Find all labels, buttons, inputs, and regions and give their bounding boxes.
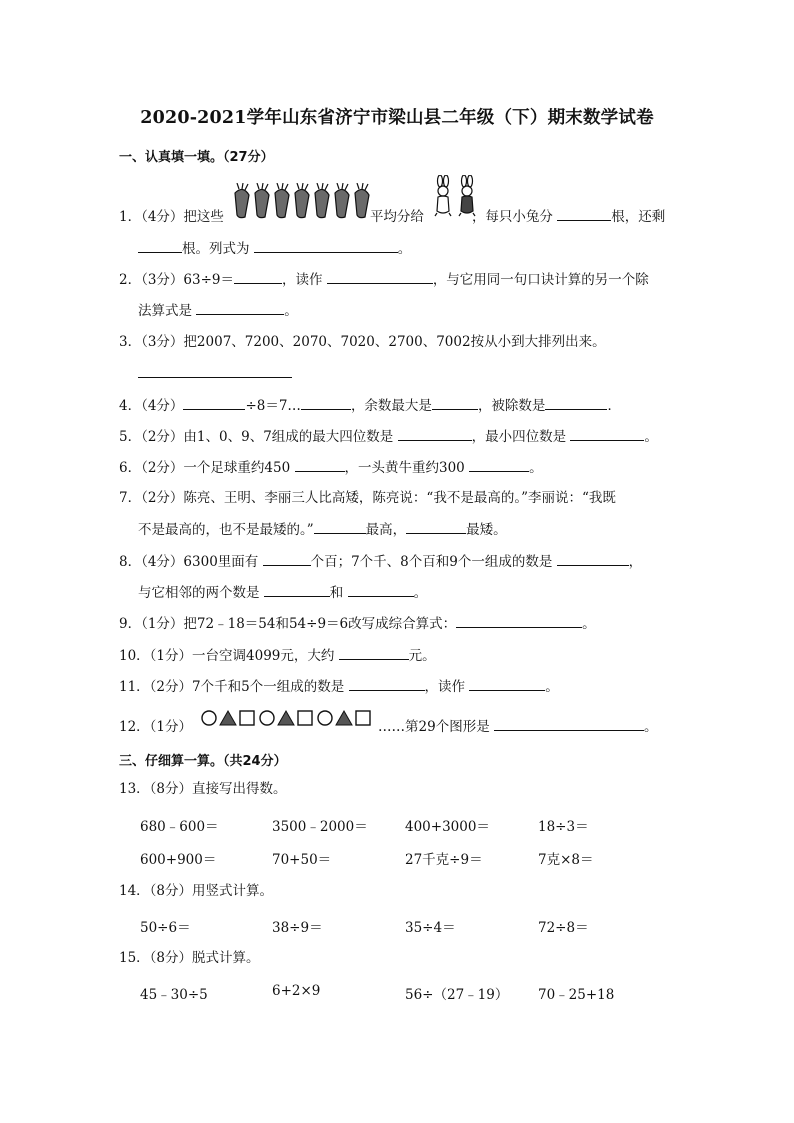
question-2: 2．（3分）63÷9＝ ，读作 ，与它用同一句口诀计算的另一个除 — [119, 272, 649, 288]
answer-blank[interactable] — [494, 717, 644, 731]
section-3-heading: 三、仔细算一算。（共24分） — [119, 754, 287, 769]
circle-shape — [318, 711, 332, 725]
question-7-cont: 不是最高的，也不是最矮的。” 最高， 最矮。 — [138, 522, 507, 538]
answer-blank[interactable] — [263, 552, 311, 566]
page-title: 2020-2021学年山东省济宁市梁山县二年级（下）期末数学试卷 — [140, 108, 654, 128]
triangle-shape — [336, 711, 352, 725]
answer-blank[interactable] — [264, 583, 330, 597]
answer-blank[interactable] — [138, 239, 182, 253]
question-4: 4．（4分） ÷8＝7… ，余数最大是 ，被除数是 ． — [119, 398, 621, 414]
calc-item: 600+900＝ — [140, 852, 217, 868]
circle-shape — [260, 711, 274, 725]
triangle-shape — [278, 711, 294, 725]
calc-item: 400+3000＝ — [405, 819, 490, 835]
calc-item: 3500﹣2000＝ — [272, 819, 368, 835]
question-11: 11．（2分）7个千和5个一组成的数是 ，读作 。 — [119, 679, 559, 695]
answer-blank[interactable] — [183, 396, 245, 410]
square-shape — [298, 711, 312, 725]
answer-blank[interactable] — [301, 396, 351, 410]
answer-blank[interactable] — [254, 239, 398, 253]
question-2-cont: 法算式是 。 — [138, 303, 298, 319]
calc-item: 6+2×9 — [272, 983, 321, 999]
question-1: 1．（4分）把这些 平均分给 ，每只小兔分 根，还剩 — [119, 209, 666, 225]
calc-item: 56÷（27﹣19） — [405, 987, 509, 1003]
shape-pattern — [200, 709, 382, 727]
triangle-shape — [220, 711, 236, 725]
calc-item: 38÷9＝ — [272, 920, 323, 936]
section-1-heading: 一、认真填一填。（27分） — [119, 150, 274, 165]
answer-blank[interactable] — [348, 583, 414, 597]
answer-blank[interactable] — [295, 458, 345, 472]
answer-blank[interactable] — [557, 552, 629, 566]
question-14: 14．（8分）用竖式计算。 — [119, 883, 274, 899]
answer-blank[interactable] — [398, 427, 472, 441]
question-6: 6．（2分）一个足球重约450 ，一头黄牛重约300 。 — [119, 460, 543, 476]
calc-item: 70+50＝ — [272, 852, 332, 868]
answer-blank[interactable] — [327, 270, 433, 284]
answer-blank[interactable] — [545, 396, 607, 410]
square-shape — [356, 711, 370, 725]
calc-item: 27千克÷9＝ — [405, 852, 483, 868]
question-15: 15．（8分）脱式计算。 — [119, 950, 260, 966]
calc-item: 45﹣30÷5 — [140, 987, 208, 1003]
question-12: 12．（1分） ……第29个图形是 。 — [119, 719, 658, 735]
question-9: 9．（1分）把72﹣18＝54和54÷9＝6改写成综合算式： 。 — [119, 616, 596, 632]
question-3-answer — [138, 364, 292, 383]
question-13: 13．（8分）直接写出得数。 — [119, 781, 287, 797]
question-10: 10．（1分）一台空调4099元，大约 元。 — [119, 648, 436, 664]
answer-blank[interactable] — [314, 520, 366, 534]
answer-blank[interactable] — [432, 396, 478, 410]
calc-item: 72÷8＝ — [538, 920, 589, 936]
question-8: 8．（4分）6300里面有 个百；7个千、8个百和9个一组成的数是 ， — [119, 554, 643, 570]
calc-item: 7克×8＝ — [538, 852, 594, 868]
answer-blank[interactable] — [349, 677, 425, 691]
answer-blank[interactable] — [339, 646, 409, 660]
square-shape — [240, 711, 254, 725]
question-7: 7．（2分）陈亮、王明、李丽三人比高矮，陈亮说：“我不是最高的。”李丽说：“我既 — [119, 490, 616, 506]
calc-item: 18÷3＝ — [538, 819, 589, 835]
answer-blank[interactable] — [234, 270, 282, 284]
circle-shape — [202, 711, 216, 725]
calc-item: 70﹣25+18 — [538, 987, 615, 1003]
calc-item: 50÷6＝ — [140, 920, 191, 936]
answer-blank[interactable] — [570, 427, 644, 441]
calc-item: 680﹣600＝ — [140, 819, 219, 835]
question-8-cont: 与它相邻的两个数是 和 。 — [138, 585, 428, 601]
answer-blank[interactable] — [456, 614, 582, 628]
question-3: 3．（3分）把2007、7200、2070、7020、2700、7002按从小到大排列出来。 — [119, 334, 606, 350]
question-1-cont: 根。列式为 。 — [138, 239, 411, 258]
answer-blank[interactable] — [469, 458, 529, 472]
answer-blank[interactable] — [469, 677, 545, 691]
answer-blank[interactable] — [406, 520, 466, 534]
question-5: 5．（2分）由1、0、9、7组成的最大四位数是 ，最小四位数是 。 — [119, 429, 658, 445]
calc-item: 35÷4＝ — [405, 920, 456, 936]
answer-blank[interactable] — [196, 301, 284, 315]
answer-blank[interactable] — [557, 207, 611, 221]
answer-blank[interactable] — [138, 364, 292, 378]
